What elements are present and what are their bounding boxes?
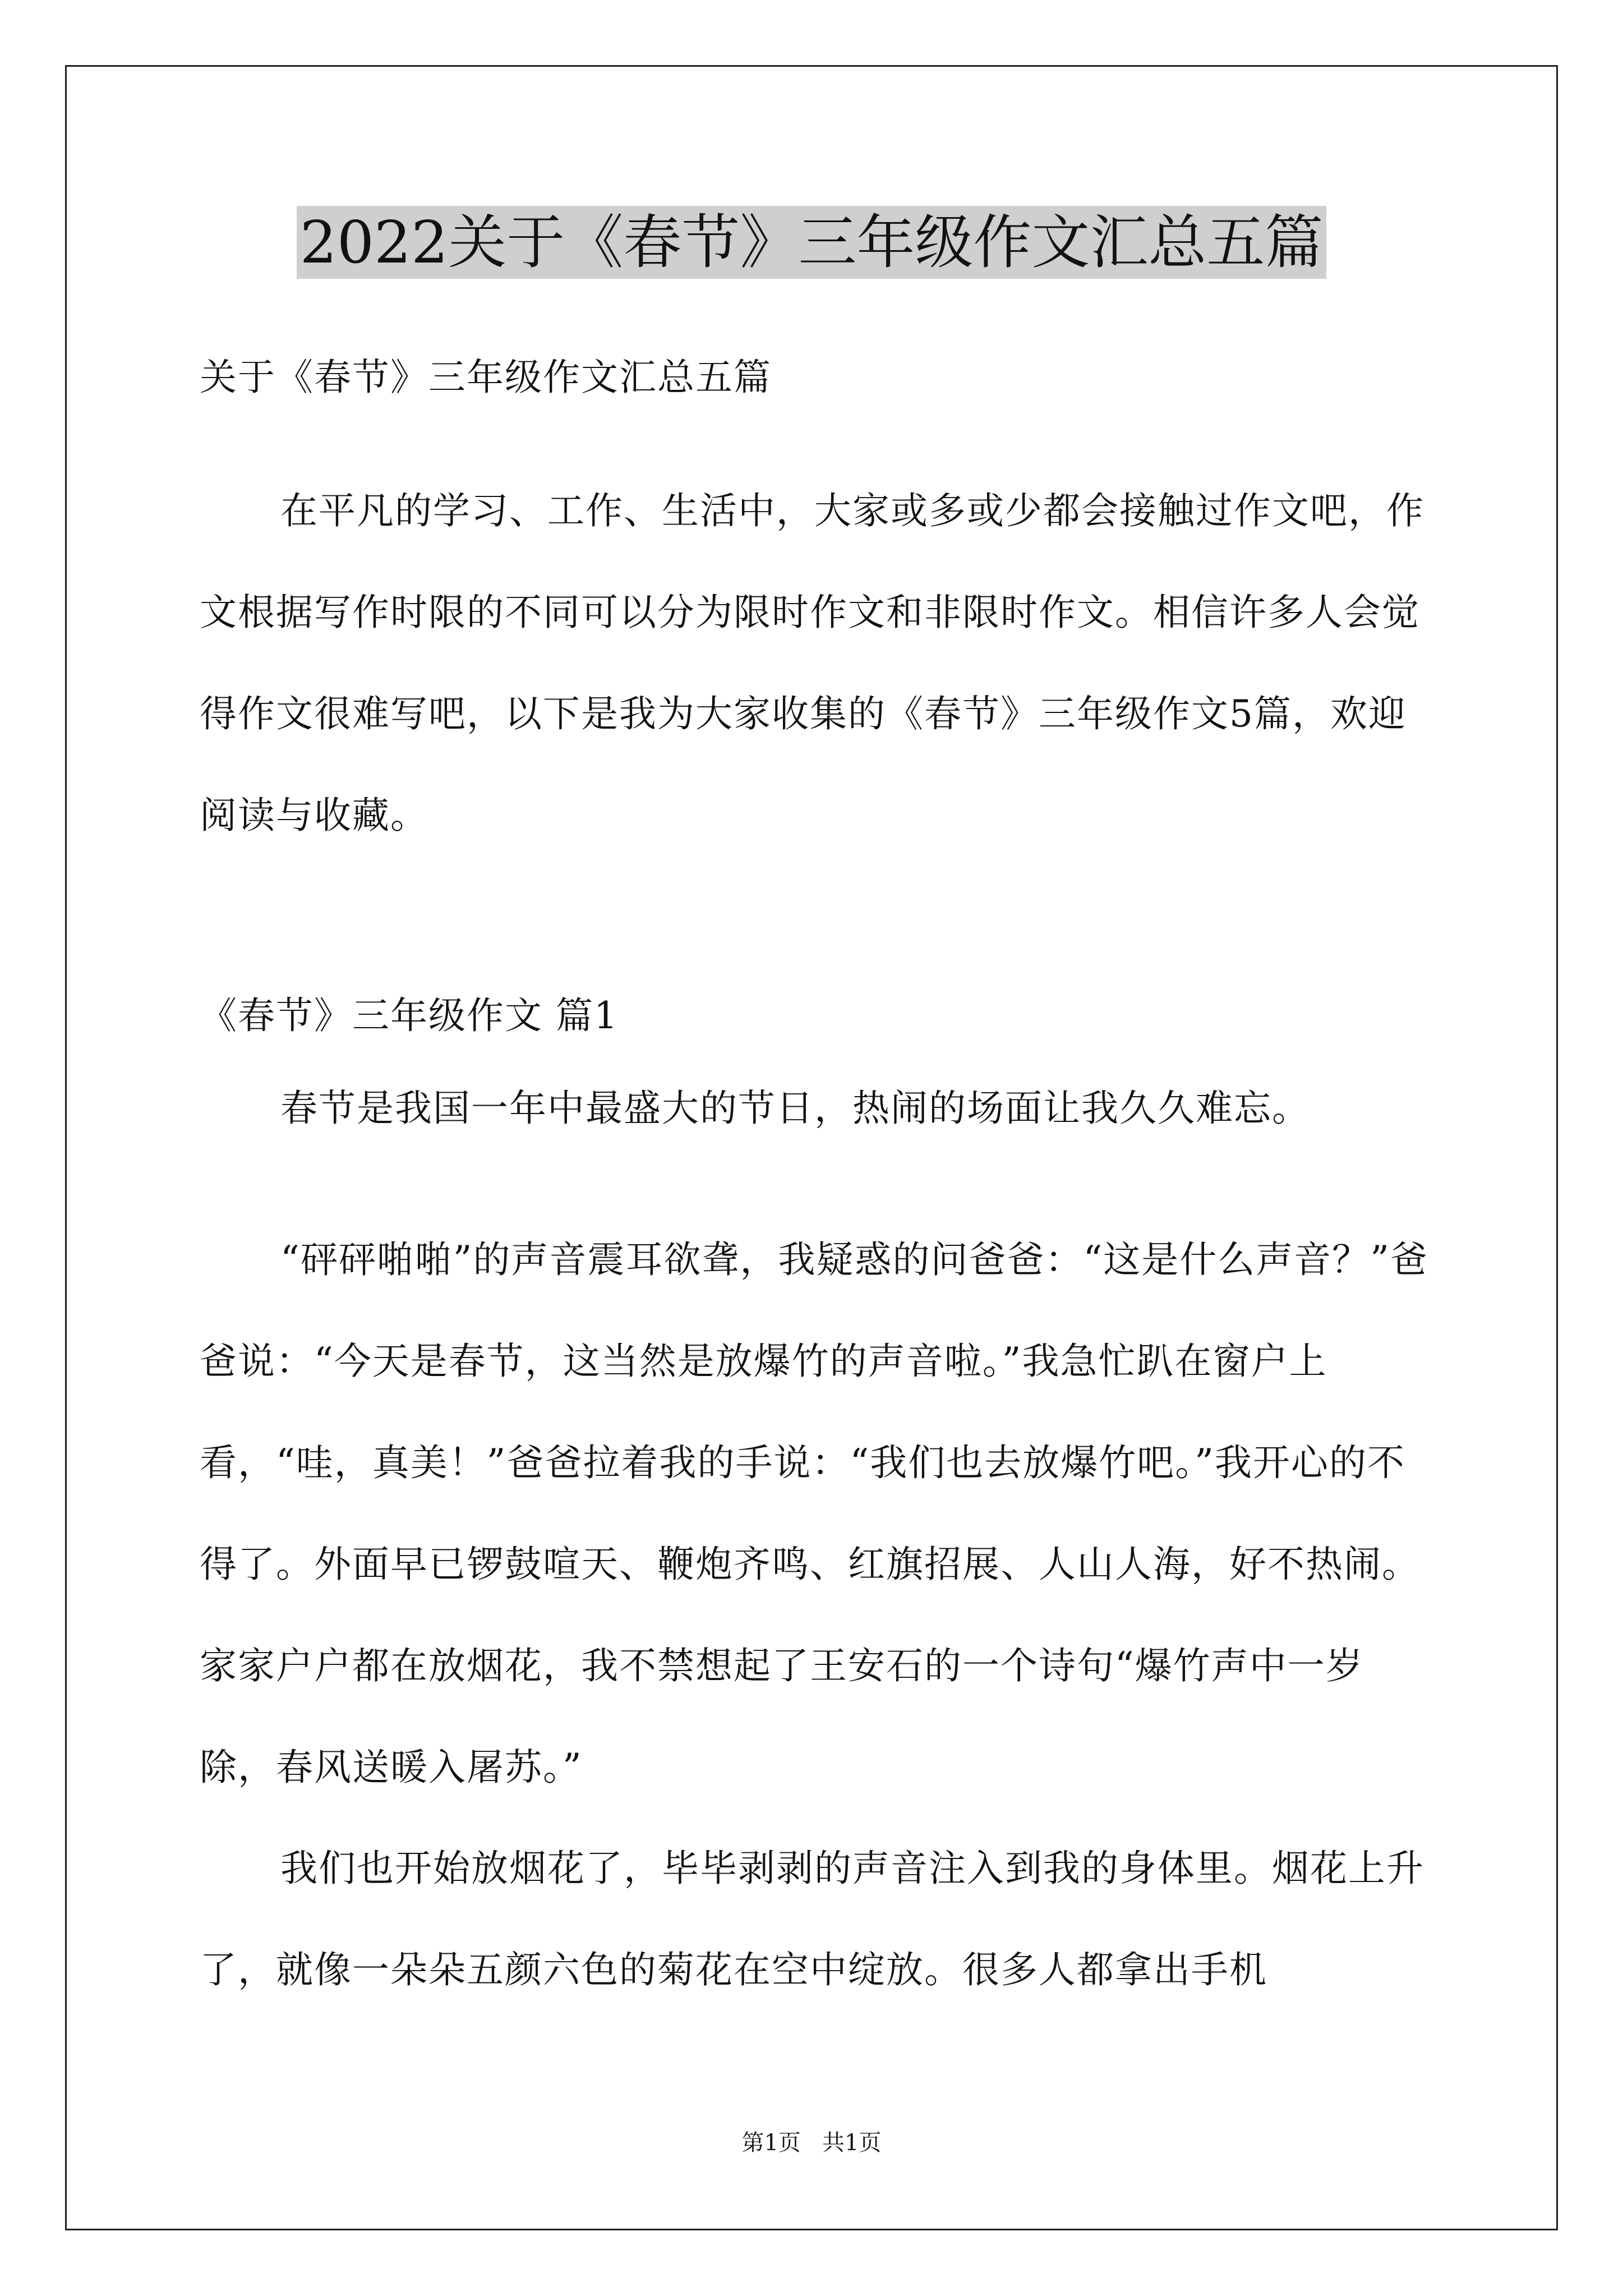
page-number-footer: 第1页 共1页 — [741, 2130, 882, 2156]
section-heading: 《春节》三年级作文 篇1 — [200, 994, 619, 1037]
document-subtitle: 关于《春节》三年级作文汇总五篇 — [200, 356, 772, 399]
document-title — [0, 203, 1623, 282]
paragraph-1: 春节是我国一年中最盛大的节日，热闹的场面让我久久难忘。 — [280, 1087, 1310, 1130]
document-title-text: 2022关于《春节》三年级作文汇总五篇 — [297, 206, 1327, 279]
paragraph-3: 我们也开始放烟花了，毕毕剥剥的声音注入到我的身体里。烟花上升了，就像一朵朵五颜六色的菊花在空中绽放。很多人都拿出手机 — [200, 1847, 1424, 1991]
paragraph-2: “砰砰啪啪”的声音震耳欲聋，我疑惑的问爸爸：“这是什么声音？”爸爸说：“今天是春节，这当然是放爆竹的声音啦。”我急忙趴在窗户上看，“哇，真美！”爸爸拉着我的手说：“我们也去放爆竹吧。”我开心的不得了。外面早已锣鼓喧天、鞭炮齐鸣、红旗招展、人山人海，好不热闹。家家户户都在放烟花，我不禁想起了王安石的一个诗句“爆竹声中一岁除，春风送暖入屠苏。” — [200, 1238, 1428, 1789]
intro-paragraph: 在平凡的学习、工作、生活中，大家或多或少都会接触过作文吧，作文根据写作时限的不同可以分为限时作文和非限时作文。相信许多人会觉得作文很难写吧，以下是我为大家收集的《春节》三年级作文5篇，欢迎阅读与收藏。 — [200, 489, 1424, 837]
